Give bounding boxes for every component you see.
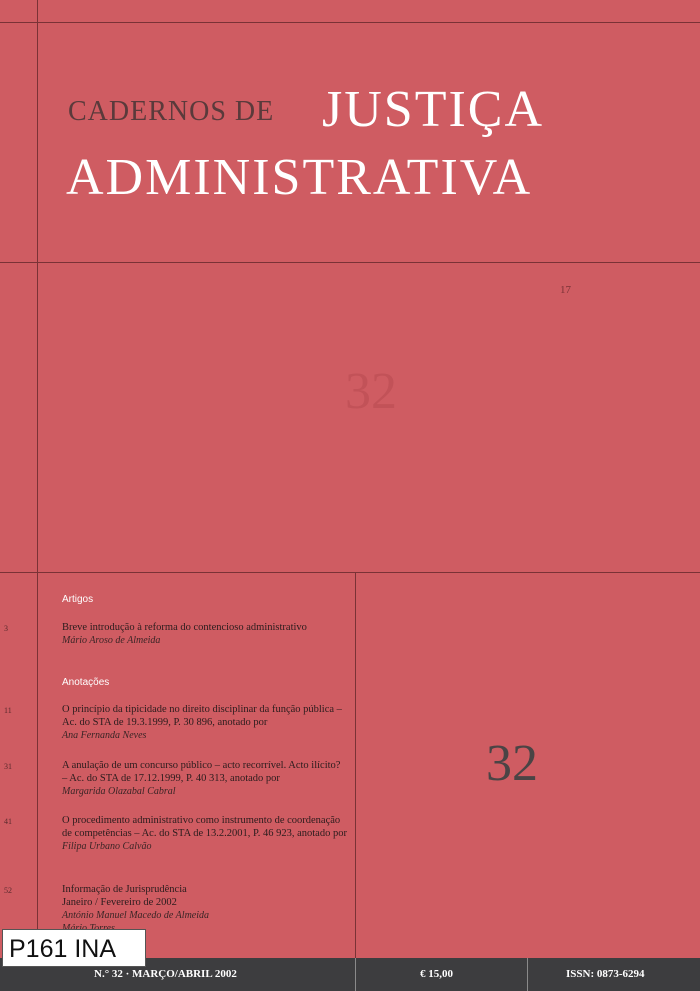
contents-divider	[355, 572, 356, 958]
section-artigos: Artigos	[62, 594, 94, 605]
page-number: 31	[4, 762, 12, 771]
toc-entry-author: Mário Aroso de Almeida	[62, 635, 161, 646]
toc-entry	[62, 814, 347, 853]
toc-entry-author: Ana Fernanda Neves	[62, 730, 147, 741]
page-number: 3	[4, 624, 8, 633]
footer-issn: ISSN: 0873-6294	[566, 968, 645, 980]
toc-entry-author: Filipa Urbano Calvão	[62, 841, 152, 852]
footer-divider	[527, 958, 528, 991]
top-rule	[0, 22, 700, 23]
toc-entry-author: António Manuel Macedo de Almeida	[62, 910, 210, 921]
issue-number: 32	[486, 735, 538, 792]
toc-entry	[62, 703, 347, 742]
masthead-prefix: CADERNOS DE	[68, 96, 275, 127]
footer-issue: N.° 32 · MARÇO/ABRIL 2002	[94, 968, 237, 980]
toc-entry-title: O procedimento administrativo como instrumento de coordenação de competências – Ac. do STA de 13.2.2001, P. 46 923, anotado por	[62, 815, 347, 839]
section-anotacoes: Anotações	[62, 677, 110, 688]
page-number: 52	[4, 886, 12, 895]
left-rule	[37, 0, 38, 958]
toc-entry-subtitle: Janeiro / Fevereiro de 2002	[62, 897, 177, 908]
contents-rule	[0, 572, 700, 573]
toc-entry-title: A anulação de um concurso público – acto recorrível. Acto ilícito? – Ac. do STA de 17.12.1999, P. 40 313, anotado por	[62, 760, 341, 784]
toc-entry	[62, 759, 347, 798]
show-through-number: 32	[345, 363, 397, 420]
footer-price: € 15,00	[420, 968, 453, 980]
toc-entry-title: Breve introdução à reforma do contencioso administrativo	[62, 622, 307, 633]
page-number: 41	[4, 817, 12, 826]
toc-entry-title: O princípio da tipicidade no direito disciplinar da função pública – Ac. do STA de 19.3.1999, P. 30 896, anotado por	[62, 704, 342, 728]
masthead-rule	[0, 262, 700, 263]
page-number: 11	[4, 706, 12, 715]
masthead-administrativa: ADMINISTRATIVA	[66, 149, 533, 206]
library-label: P161 INA	[2, 929, 146, 967]
toc-entry	[62, 621, 347, 647]
footer-divider	[355, 958, 356, 991]
toc-entry-author: Margarida Olazabal Cabral	[62, 786, 176, 797]
masthead-justica: JUSTIÇA	[322, 81, 545, 138]
toc-entry	[62, 883, 347, 935]
show-through-mark: 17	[560, 284, 571, 296]
toc-entry-title: Informação de Jurisprudência	[62, 884, 187, 895]
